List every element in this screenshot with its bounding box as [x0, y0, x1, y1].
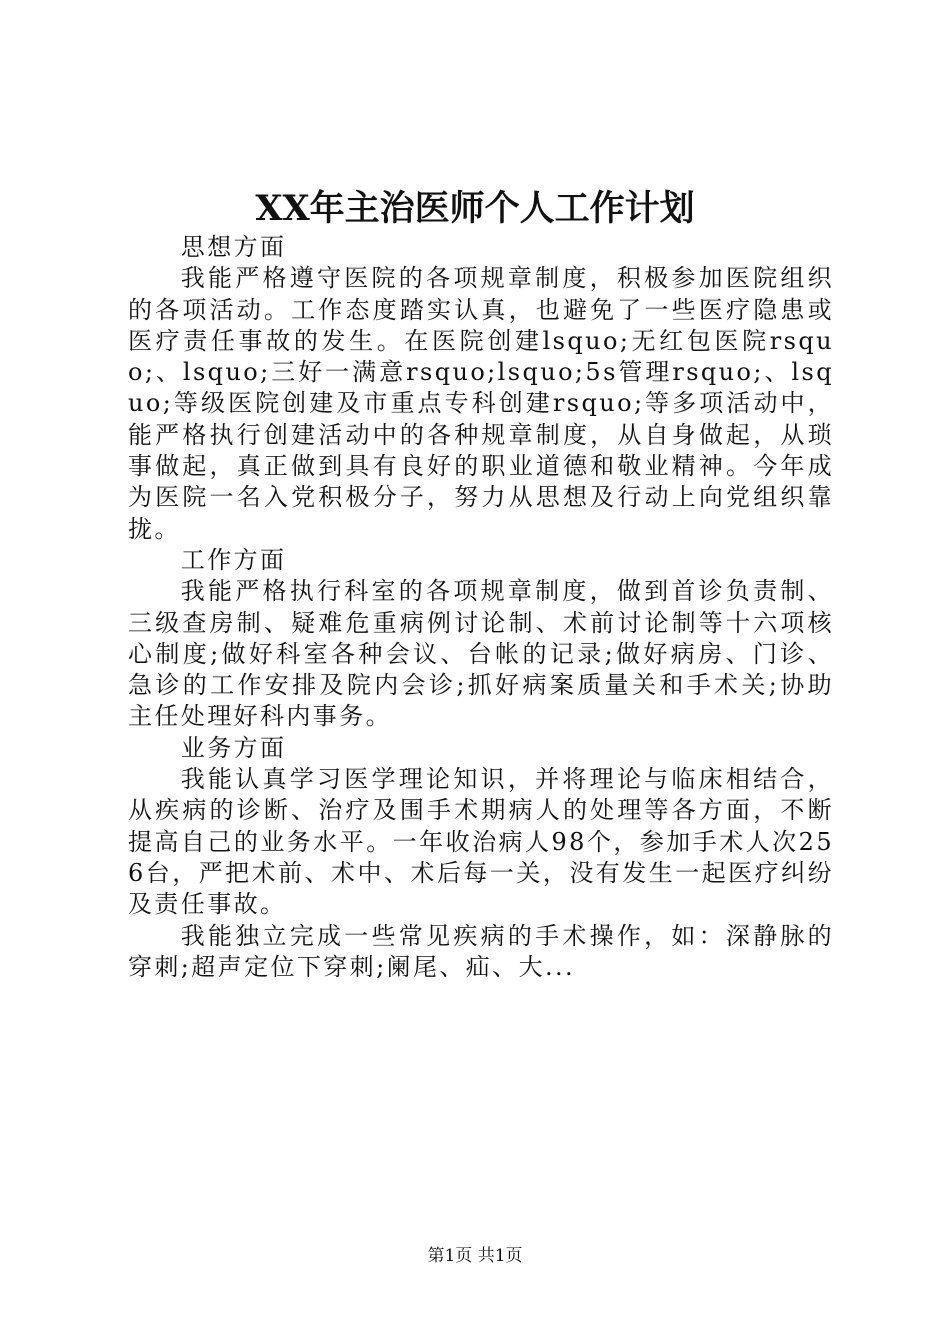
section-heading-thought: 思想方面	[180, 233, 287, 261]
paragraph-business: 我能认真学习医学理论知识，并将理论与临床相结合，从疾病的诊断、治疗及围手术期病人的处理等各方面，不断提高自己的业务水平。一年收治病人98个，参加手术人次256台，严把术前、术中、术后每一关，没有发生一起医疗纠纷及责任事故。	[128, 765, 834, 919]
paragraph-thought: 我能严格遵守医院的各项规章制度，积极参加医院组织的各项活动。工作态度踏实认真，也避免了一些医疗隐患或医疗责任事故的发生。在医院创建lsquo;无红包医院rsquo;、lsquo;三好一满意rsquo;lsquo;5s管理rsquo;、lsquo;等级医院创建及市重点专科创建rsquo;等多项活动中，能严格执行创建活动中的各种规章制度，从自身做起，从琐事做起，真正做到具有良好的职业道德和敬业精神。今年成为医院一名入党积极分子，努力从思想及行动上向党组织靠拢。	[128, 264, 834, 543]
page-footer: 第1页 共1页	[427, 1246, 523, 1266]
section-heading-work: 工作方面	[180, 545, 287, 574]
paragraph-surgery: 我能独立完成一些常见疾病的手术操作，如：深静脉的穿刺;超声定位下穿刺;阑尾、疝、大...	[128, 921, 834, 981]
document-body	[128, 232, 834, 983]
section-heading-business: 业务方面	[180, 733, 287, 762]
paragraph-work: 我能严格执行科室的各项规章制度，做到首诊负责制、三级查房制、疑难危重病例讨论制、术前讨论制等十六项核心制度;做好科室各种会议、台帐的记录;做好病房、门诊、急诊的工作安排及院内会诊;抓好病案质量关和手术关;协助主任处理好科内事务。	[128, 577, 834, 731]
document-title: XX年主治医师个人工作计划	[255, 188, 695, 229]
